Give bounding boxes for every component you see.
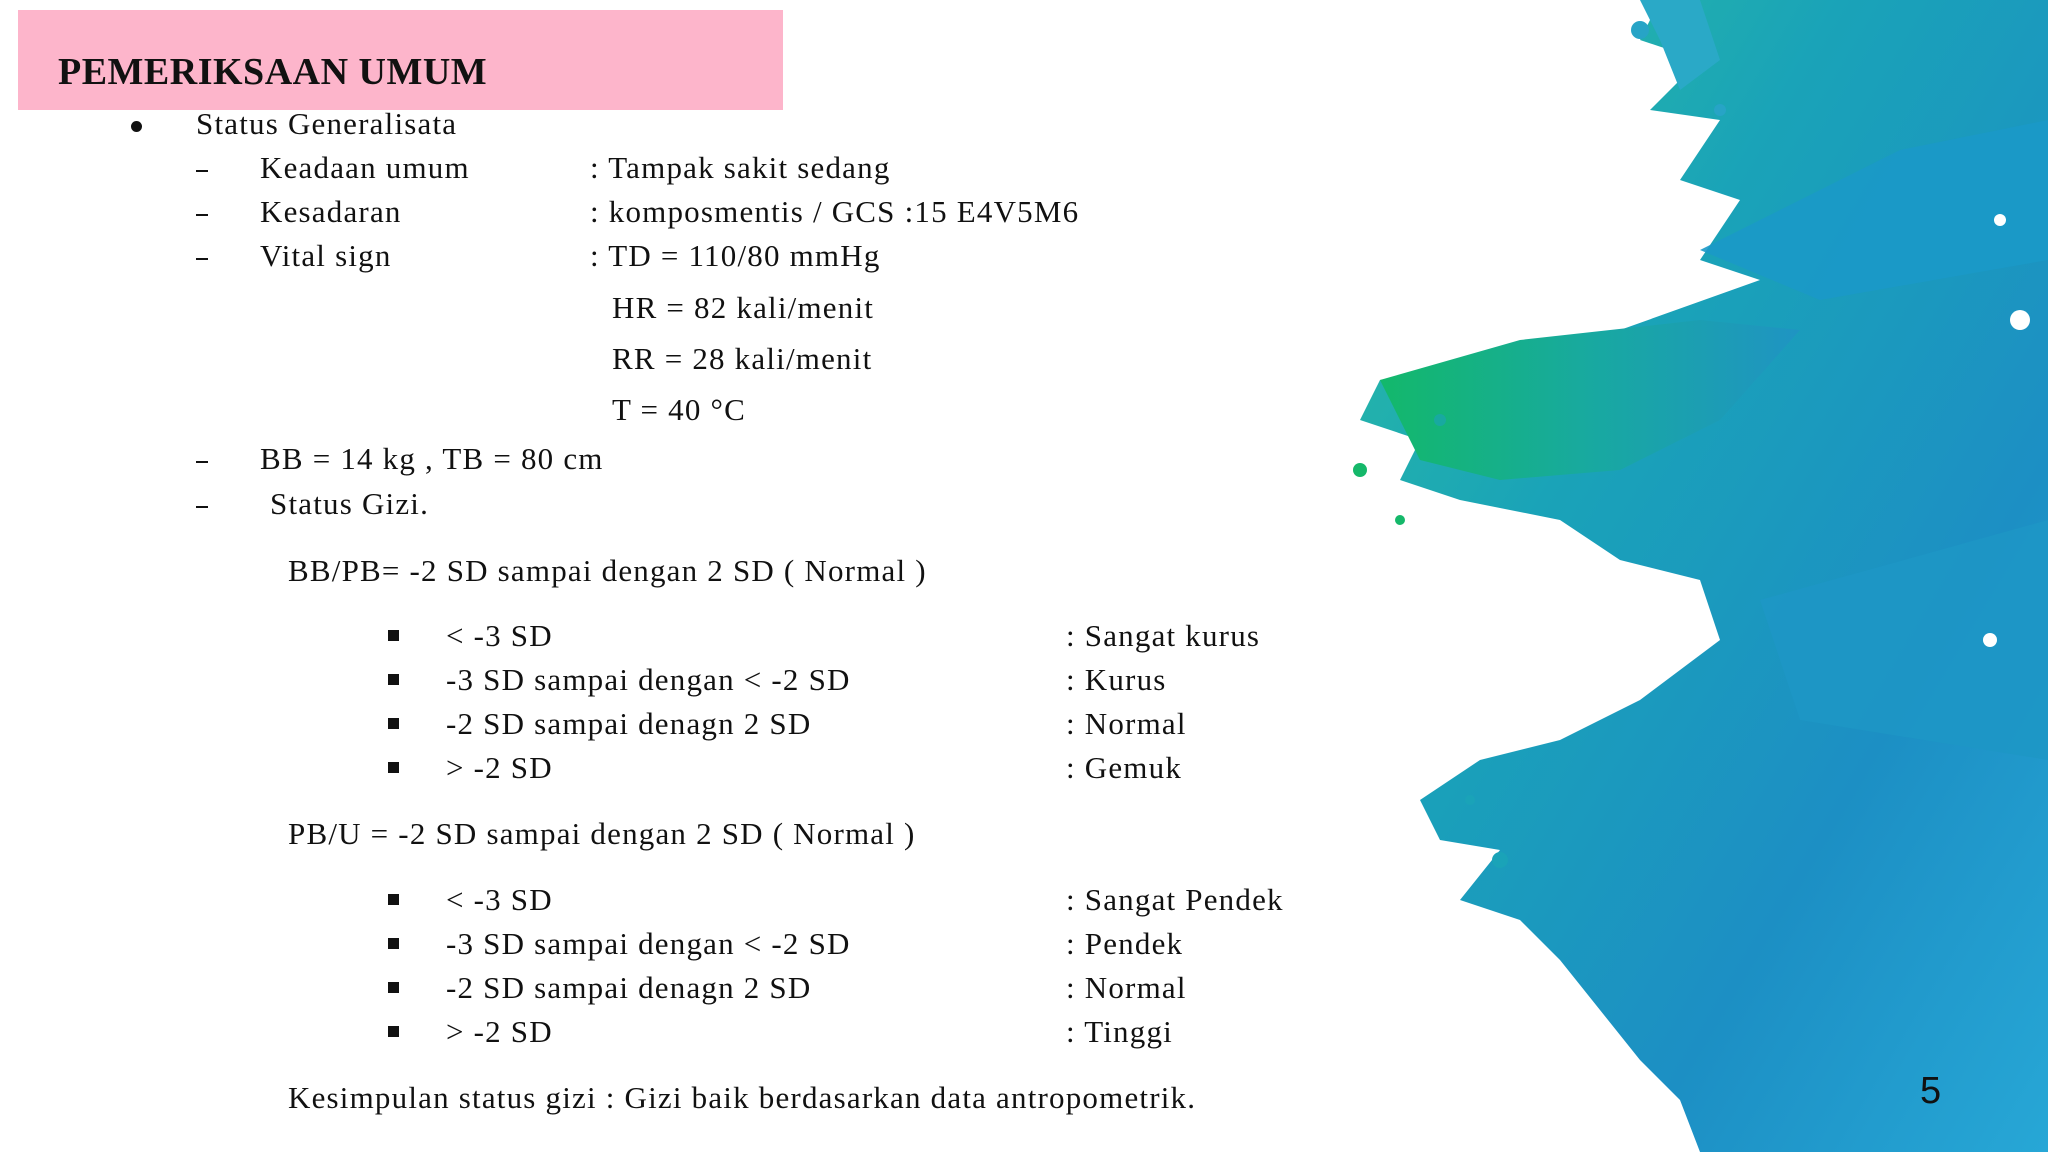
dash-bullet	[196, 258, 208, 260]
vital-rr: RR = 28 kali/menit	[612, 341, 873, 376]
status-heading: Status Generalisata	[196, 106, 458, 141]
square-bullet	[388, 630, 399, 641]
bbpb-range-3: -2 SD sampai denagn 2 SD	[446, 706, 812, 741]
pbu-range-2: -3 SD sampai dengan < -2 SD	[446, 926, 851, 961]
row-value-keadaan: : Tampak sakit sedang	[590, 150, 891, 185]
bbpb-heading: BB/PB= -2 SD sampai dengan 2 SD ( Normal )	[288, 553, 927, 588]
row-label-kesadaran: Kesadaran	[260, 194, 402, 229]
pbu-cat-3: : Normal	[1066, 970, 1187, 1005]
status-gizi-label: Status Gizi.	[270, 486, 430, 521]
bbpb-cat-4: : Gemuk	[1066, 750, 1183, 785]
vital-temp: T = 40 °C	[612, 392, 746, 427]
dash-bullet	[196, 461, 208, 463]
bb-tb: BB = 14 kg , TB = 80 cm	[260, 441, 604, 476]
pbu-cat-2: : Pendek	[1066, 926, 1184, 961]
square-bullet	[388, 674, 399, 685]
title-bar	[18, 10, 783, 110]
vital-hr: HR = 82 kali/menit	[612, 290, 875, 325]
row-label-keadaan: Keadaan umum	[260, 150, 470, 185]
pbu-heading: PB/U = -2 SD sampai dengan 2 SD ( Normal )	[288, 816, 916, 851]
pbu-range-1: < -3 SD	[446, 882, 553, 917]
bullet-dot	[131, 121, 142, 132]
pbu-range-4: > -2 SD	[446, 1014, 553, 1049]
row-label-vital: Vital sign	[260, 238, 392, 273]
square-bullet	[388, 982, 399, 993]
row-value-vital: : TD = 110/80 mmHg	[590, 238, 881, 273]
row-value-kesadaran: : komposmentis / GCS :15 E4V5M6	[590, 194, 1080, 229]
square-bullet	[388, 1026, 399, 1037]
page-number: 5	[1920, 1070, 1942, 1112]
bbpb-range-4: > -2 SD	[446, 750, 553, 785]
square-bullet	[388, 938, 399, 949]
conclusion-text: Kesimpulan status gizi : Gizi baik berdasarkan data antropometrik.	[288, 1080, 1197, 1115]
slide-title: PEMERIKSAAN UMUM	[58, 51, 488, 93]
square-bullet	[388, 894, 399, 905]
pbu-cat-1: : Sangat Pendek	[1066, 882, 1284, 917]
square-bullet	[388, 718, 399, 729]
bbpb-cat-1: : Sangat kurus	[1066, 618, 1261, 653]
bbpb-cat-3: : Normal	[1066, 706, 1187, 741]
pbu-range-3: -2 SD sampai denagn 2 SD	[446, 970, 812, 1005]
pbu-cat-4: : Tinggi	[1066, 1014, 1173, 1049]
dash-bullet	[196, 214, 208, 216]
bbpb-range-2: -3 SD sampai dengan < -2 SD	[446, 662, 851, 697]
square-bullet	[388, 762, 399, 773]
bbpb-cat-2: : Kurus	[1066, 662, 1167, 697]
dash-bullet	[196, 170, 208, 172]
dash-bullet	[196, 506, 208, 508]
bbpb-range-1: < -3 SD	[446, 618, 553, 653]
